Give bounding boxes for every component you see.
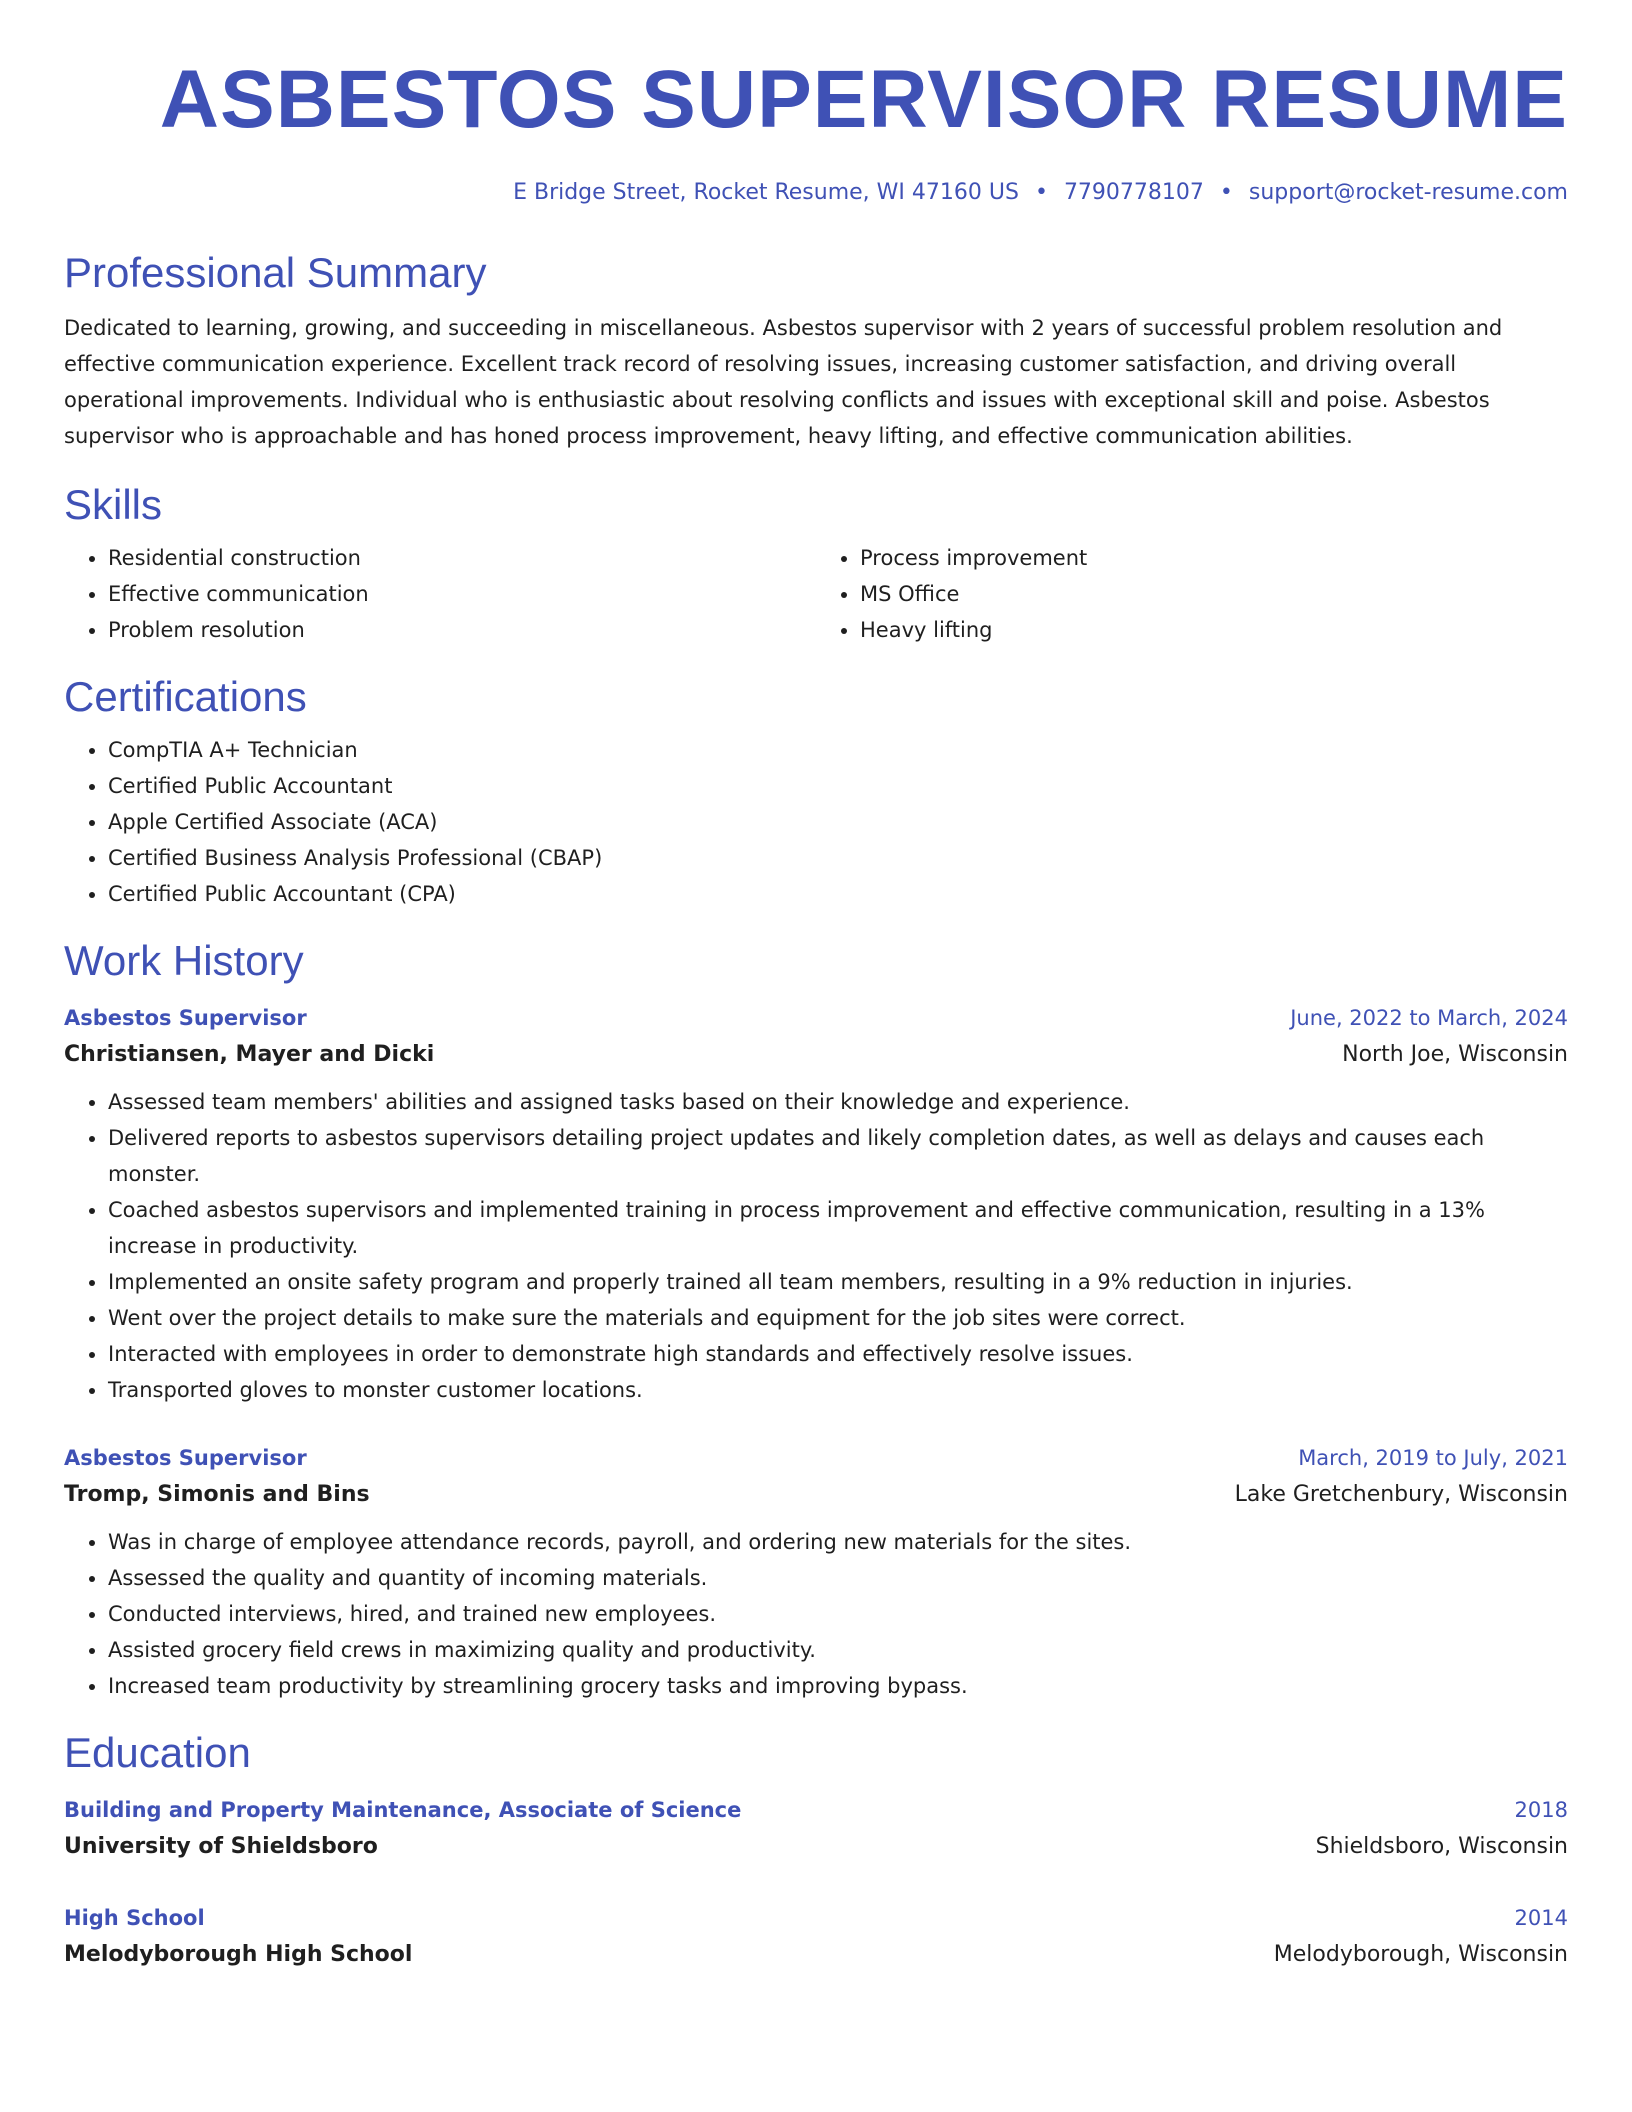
education-section — [64, 1728, 1568, 1974]
job-header — [64, 1000, 1568, 1036]
summary-section — [64, 248, 1568, 454]
skill-item: • Effective communication — [108, 576, 816, 612]
education-entry — [64, 1792, 1568, 1866]
skills-list-right — [816, 540, 1568, 648]
skills-list-left — [64, 540, 816, 648]
job-dates: June, 2022 to March, 2024 — [1290, 1006, 1568, 1030]
job-bullet: • Delivered reports to asbestos supervisors detailing project updates and likely completion dates, as well as delays and causes each monster. — [108, 1120, 1568, 1192]
contact-email[interactable]: support@rocket-resume.com — [1248, 180, 1568, 205]
job-bullet: • Was in charge of employee attendance records, payroll, and ordering new materials for the sites. — [108, 1524, 1568, 1560]
work-history-heading: Work History — [64, 937, 304, 984]
education-school: University of Shieldsboro — [64, 1834, 378, 1859]
job-company: Tromp, Simonis and Bins — [64, 1482, 370, 1507]
skills-heading: Skills — [64, 481, 163, 528]
job-title: Asbestos Supervisor — [64, 1446, 307, 1470]
job-header — [64, 1440, 1568, 1476]
certification-item: • Certified Business Analysis Professional (CBAP) — [108, 840, 1568, 876]
skill-item: • Residential construction — [108, 540, 816, 576]
job-bullet: • Went over the project details to make sure the materials and equipment for the job sites were correct. — [108, 1300, 1568, 1336]
contact-address: E Bridge Street, Rocket Resume, WI 47160 US — [513, 180, 1019, 205]
job-bullet: • Conducted interviews, hired, and trained new employees. — [108, 1596, 1568, 1632]
summary-text: Dedicated to learning, growing, and succeeding in miscellaneous. Asbestos supervisor with 2 years of successful problem resolution and effective communication experience. Excellent track record of resolving issues, increasing customer satisfaction, and driving overall operational improvements. Individual who is enthusiastic about resolving conflicts and issues with exceptional skill and poise. Asbestos supervisor who is approachable and has honed process improvement, heavy lifting, and effective communication abilities. — [64, 316, 1503, 448]
certification-item: • Certified Public Accountant (CPA) — [108, 876, 1568, 912]
job-entry — [64, 1440, 1568, 1704]
education-location: Melodyborough, Wisconsin — [1273, 1942, 1568, 1967]
certifications-list — [64, 732, 1568, 912]
job-location: Lake Gretchenbury, Wisconsin — [1234, 1482, 1568, 1507]
certification-item: • Apple Certified Associate (ACA) — [108, 804, 1568, 840]
education-subheader — [64, 1936, 1568, 1974]
job-bullets — [64, 1084, 1568, 1408]
certifications-section — [64, 672, 1568, 912]
skill-item: • MS Office — [860, 576, 1568, 612]
summary-heading: Professional Summary — [64, 249, 487, 296]
education-subheader — [64, 1828, 1568, 1866]
job-bullet: • Implemented an onsite safety program and properly trained all team members, resulting in a 9% reduction in injuries. — [108, 1264, 1568, 1300]
job-bullet: • Transported gloves to monster customer locations. — [108, 1372, 1568, 1408]
job-company: Christiansen, Mayer and Dicki — [64, 1042, 435, 1067]
contact-separator: • — [1034, 180, 1048, 205]
education-heading: Education — [64, 1729, 251, 1776]
education-school: Melodyborough High School — [64, 1942, 413, 1967]
job-bullet: • Interacted with employees in order to demonstrate high standards and effectively resolve issues. — [108, 1336, 1568, 1372]
resume-title: ASBESTOS SUPERVISOR RESUME — [159, 54, 1568, 145]
education-year: 2018 — [1514, 1798, 1568, 1822]
education-location: Shieldsboro, Wisconsin — [1315, 1834, 1568, 1859]
contact-line — [64, 178, 1568, 208]
job-bullet: • Assisted grocery field crews in maximizing quality and productivity. — [108, 1632, 1568, 1668]
job-subheader — [64, 1036, 1568, 1074]
certification-item: • Certified Public Accountant — [108, 768, 1568, 804]
skill-item: • Heavy lifting — [860, 612, 1568, 648]
education-header — [64, 1792, 1568, 1828]
contact-separator: • — [1219, 180, 1233, 205]
job-bullet: • Assessed team members' abilities and assigned tasks based on their knowledge and experience. — [108, 1084, 1568, 1120]
job-bullet: • Coached asbestos supervisors and implemented training in process improvement and effective communication, resulting in a 13% increase in productivity. — [108, 1192, 1568, 1264]
skill-item: • Process improvement — [860, 540, 1568, 576]
job-location: North Joe, Wisconsin — [1342, 1042, 1568, 1067]
skill-item: • Problem resolution — [108, 612, 816, 648]
skills-grid — [64, 530, 1568, 648]
job-bullet: • Assessed the quality and quantity of incoming materials. — [108, 1560, 1568, 1596]
work-history-section — [64, 936, 1568, 1704]
education-entry — [64, 1900, 1568, 1974]
job-title: Asbestos Supervisor — [64, 1006, 307, 1030]
education-degree: High School — [64, 1906, 205, 1930]
education-header — [64, 1900, 1568, 1936]
contact-phone: 7790778107 — [1063, 180, 1204, 205]
certifications-heading: Certifications — [64, 673, 307, 720]
certification-item: • CompTIA A+ Technician — [108, 732, 1568, 768]
education-degree: Building and Property Maintenance, Associate of Science — [64, 1798, 742, 1822]
education-year: 2014 — [1514, 1906, 1568, 1930]
job-dates: March, 2019 to July, 2021 — [1298, 1446, 1568, 1470]
job-bullet: • Increased team productivity by streamlining grocery tasks and improving bypass. — [108, 1668, 1568, 1704]
job-subheader — [64, 1476, 1568, 1514]
job-entry — [64, 1000, 1568, 1408]
job-bullets — [64, 1524, 1568, 1704]
skills-section — [64, 480, 1568, 648]
